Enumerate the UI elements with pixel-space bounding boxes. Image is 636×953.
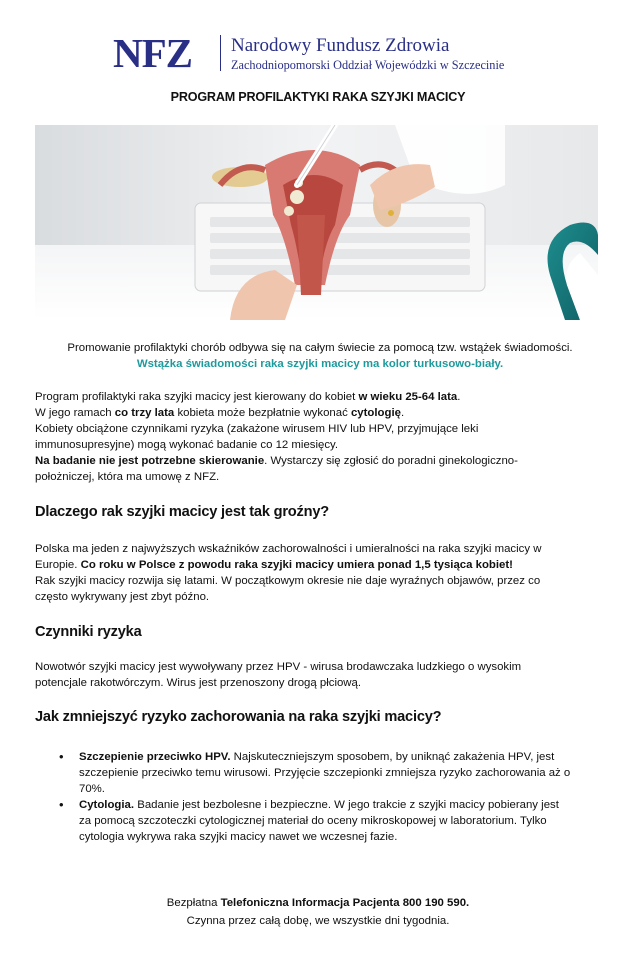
list-item bbox=[35, 797, 600, 845]
program-line-4: immunosupresyjne) mogą wykonać badanie co 12 miesięcy. bbox=[35, 439, 339, 451]
hero-photo bbox=[35, 125, 598, 320]
frequency: co trzy lata bbox=[114, 407, 175, 419]
text: Program profilaktyki raka szyjki macicy jest kierowany do kobiet bbox=[35, 391, 359, 403]
org-name: Narodowy Fundusz Zdrowia bbox=[231, 35, 450, 56]
text: Najskuteczniejszym sposobem, by uniknąć zakażenia HPV, jest bbox=[230, 751, 555, 763]
text: W jego ramach bbox=[35, 407, 115, 419]
footer-line-1 bbox=[0, 894, 636, 912]
ribbon-color-note: Wstążka świadomości raka szyjki macicy ma kolor turkusowo-biały. bbox=[136, 358, 504, 370]
text: kobieta może bezpłatnie wykonać bbox=[174, 407, 351, 419]
text: cytologia wykrywa raka szyjki macicy nawet we wczesnej fazie. bbox=[79, 831, 398, 843]
why-line-3: Rak szyjki macicy rozwija się latami. W początkowym okresie nie daje wyraźnych objawów, przez co bbox=[35, 575, 541, 587]
text: Bezpłatna bbox=[166, 897, 221, 909]
logo-divider bbox=[220, 35, 221, 71]
why-line-1: Polska ma jeden z najwyższych wskaźników zachorowalności i umieralności na raka szyjki macicy w bbox=[35, 543, 542, 555]
footer-line-2: Czynna przez całą dobę, we wszystkie dni tygodnia. bbox=[186, 915, 450, 927]
item-title: Cytologia. bbox=[79, 799, 135, 811]
intro-line: Promowanie profilaktyki chorób odbywa się na całym świecie za pomocą tzw. wstążek świadomości. bbox=[67, 342, 573, 354]
text: Badanie jest bezbolesne i bezpieczne. W jego trakcie z szyjki macicy pobierany jest bbox=[134, 799, 559, 811]
text: 70%. bbox=[79, 783, 105, 795]
logo-mark: NFZ bbox=[113, 30, 192, 76]
prevention-list bbox=[35, 749, 600, 845]
program-line-3: Kobiety obciążone czynnikami ryzyka (zakażone wirusem HIV lub HPV, przyjmujące leki bbox=[35, 423, 479, 435]
nfz-logo bbox=[113, 32, 533, 76]
program-line-5 bbox=[35, 453, 605, 469]
program-line-2 bbox=[35, 405, 605, 421]
mortality-note: Co roku w Polsce z powodu raka szyjki macicy umiera ponad 1,5 tysiąca kobiet! bbox=[80, 559, 513, 571]
risk-text bbox=[35, 659, 605, 691]
no-referral-note: Na badanie nie jest potrzebne skierowanie bbox=[35, 455, 265, 467]
program-line-1 bbox=[35, 389, 605, 405]
heading-risk: Czynniki ryzyka bbox=[35, 624, 142, 640]
cytology-term: cytologię bbox=[350, 407, 401, 419]
heading-why: Dlaczego rak szyjki macicy jest tak groźny? bbox=[35, 504, 329, 520]
program-line-6: położniczej, która ma umowę z NFZ. bbox=[35, 471, 220, 483]
hotline: Telefoniczna Informacja Pacjenta 800 190 590. bbox=[220, 897, 470, 909]
item-title: Szczepienie przeciwko HPV. bbox=[79, 751, 231, 763]
risk-line-1: Nowotwór szyjki macicy jest wywoływany przez HPV - wirusa brodawczaka ludzkiego o wysokim bbox=[35, 661, 522, 673]
why-text bbox=[35, 541, 605, 605]
text: . bbox=[400, 407, 405, 419]
age-range: w wieku 25-64 lata bbox=[358, 391, 458, 403]
text: Europie bbox=[35, 559, 75, 571]
org-branch: Zachodniopomorski Oddział Wojewódzki w Szczecinie bbox=[231, 58, 505, 72]
why-line-4: często wykrywany jest zbyt późno. bbox=[35, 591, 210, 603]
heading-reduce: Jak zmniejszyć ryzyko zachorowania na raka szyjki macicy? bbox=[35, 709, 442, 725]
text: . Wystarczy się zgłosić do poradni ginekologiczno- bbox=[264, 455, 518, 467]
document-title: PROGRAM PROFILAKTYKI RAKA SZYJKI MACICY bbox=[170, 90, 466, 104]
footer-info bbox=[0, 894, 636, 930]
risk-line-2: potencjale rakotwórczym. Wirus jest przenoszony drogą płciową. bbox=[35, 677, 362, 689]
text: . bbox=[457, 391, 461, 403]
program-description bbox=[35, 389, 605, 485]
intro-text bbox=[35, 340, 605, 372]
list-item bbox=[35, 749, 600, 797]
text: . bbox=[74, 559, 81, 571]
text: za pomocą szczoteczki cytologicznej materiał do oceny mikroskopowej w laboratorium. Tylko bbox=[79, 815, 547, 827]
text: szczepienie przeciwko temu wirusowi. Przyjęcie szczepionki zmniejsza ryzyko zachorowania aż o bbox=[79, 767, 571, 779]
why-line-2 bbox=[35, 557, 605, 573]
